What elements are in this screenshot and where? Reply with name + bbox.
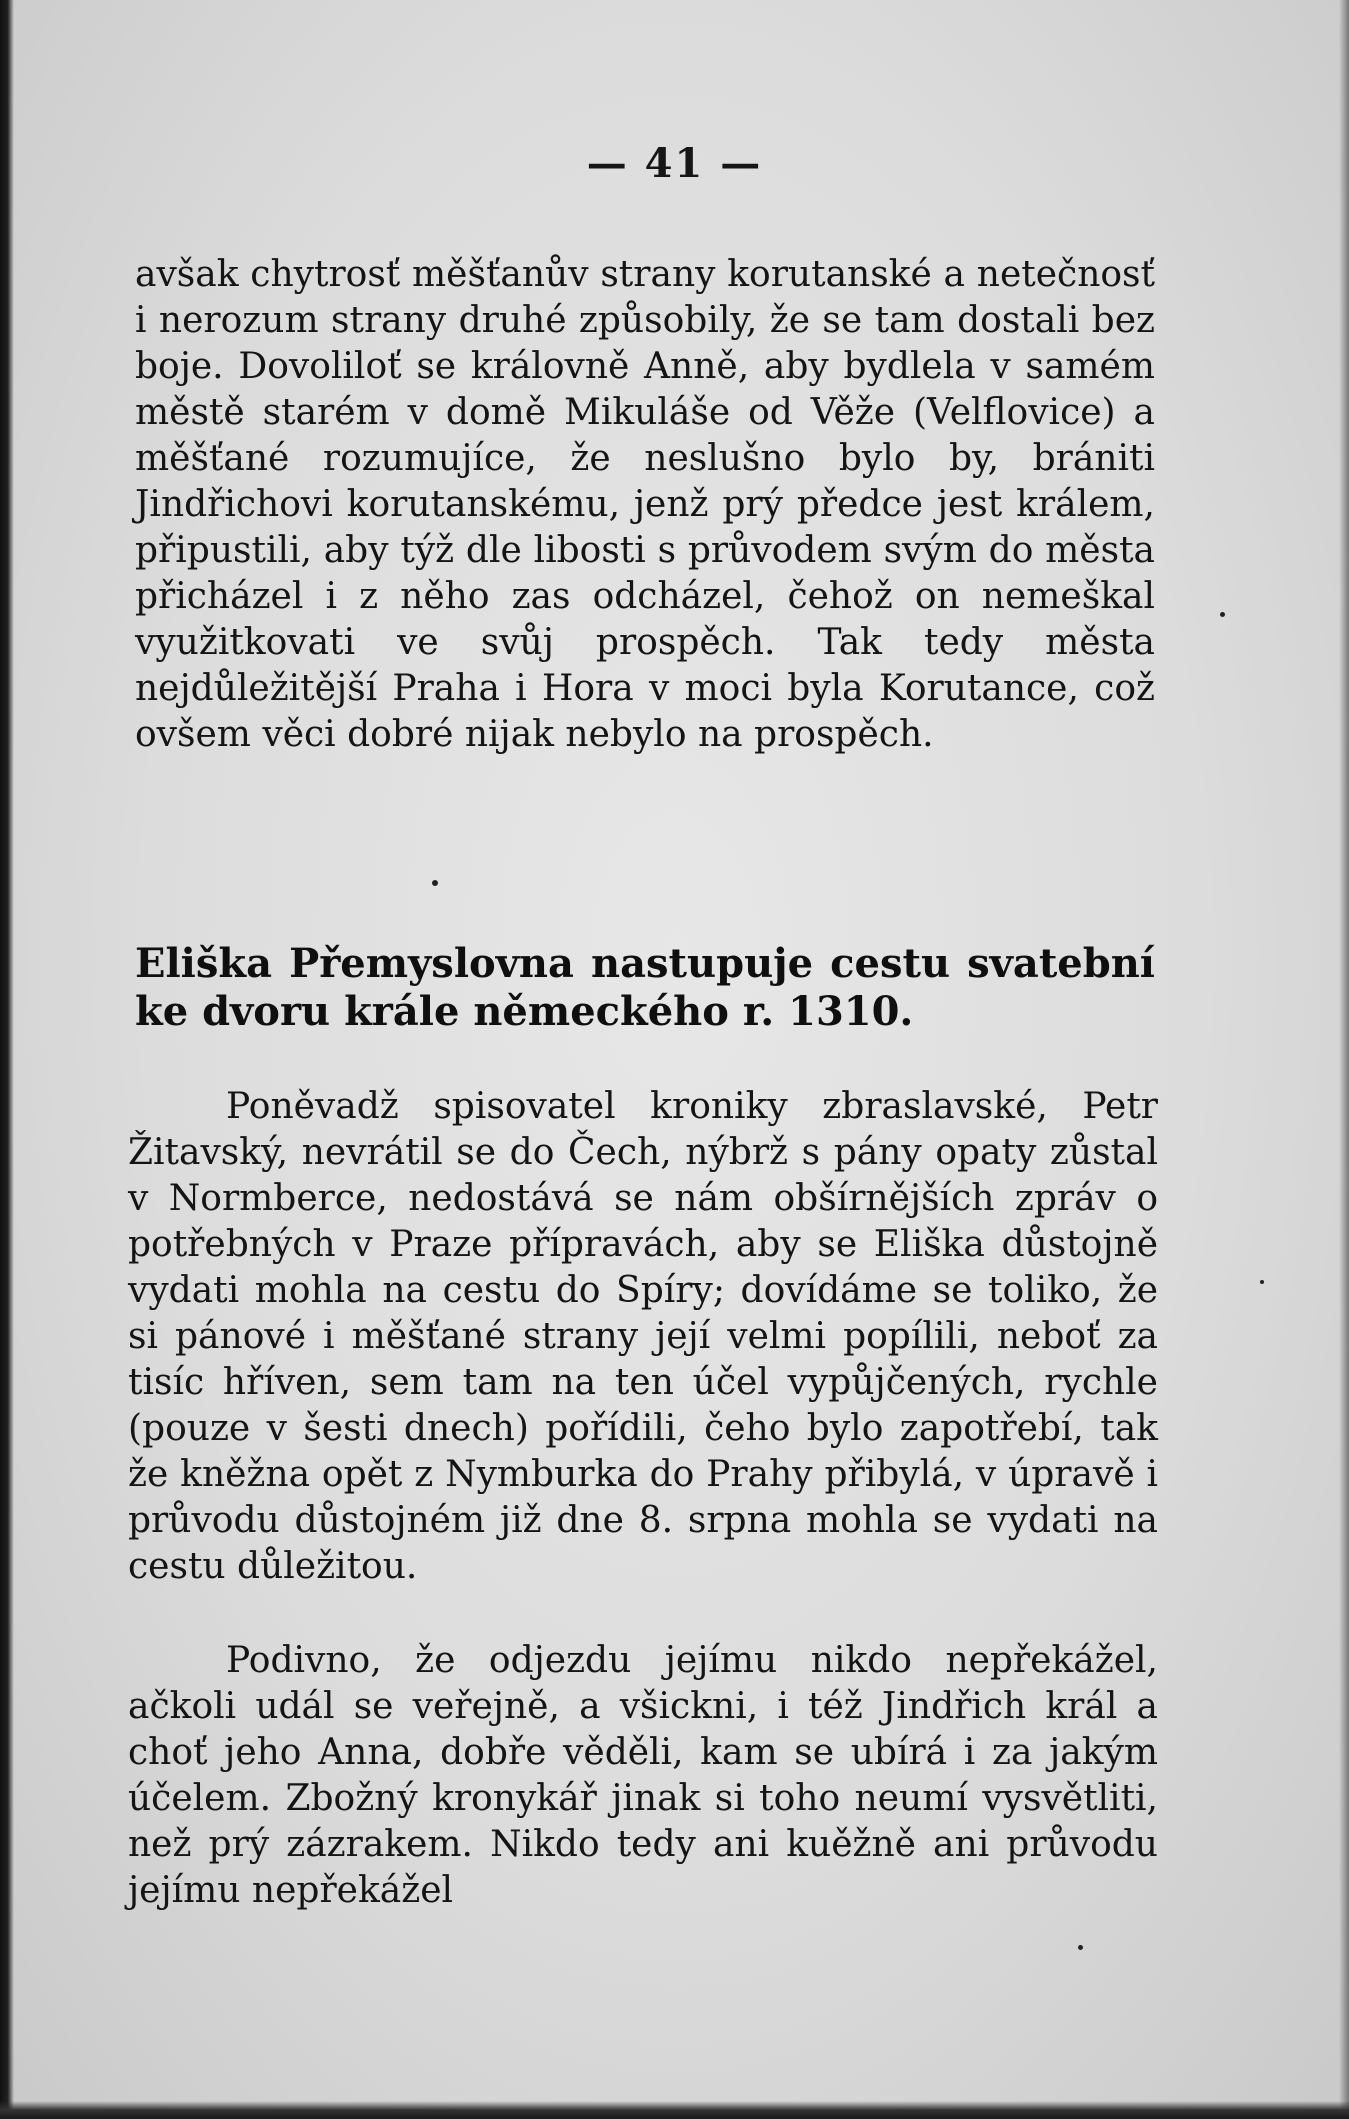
scan-speck [432, 880, 438, 886]
section-heading: Eliška Přemyslovna nastupuje cestu svatební ke dvoru krále německého r. 1310. [135, 940, 1155, 1035]
scan-edge-bottom [0, 2101, 1349, 2119]
paragraph-2: Poněvadž spisovatel kroniky zbraslavské, Petr Žitavský, nevrátil se do Čech, nýbrž s pány opaty zůstal v Normberce, nedostává se nám obšírnějších zpráv o potřebných v Praze přípravách, aby se Eliška důstojně vydati mohla na cestu do Spíry; dovídáme se toliko, že si pánové i měšťané strany její velmi popílili, neboť za tisíc hříven, sem tam na ten účel vypůjčených, rychle (pouze v šesti dnech) pořídili, čeho bylo zapotřebí, tak že kněžna opět z Nymburka do Prahy přibylá, v úpravě i průvodu důstojném již dne 8. srpna mohla se vydati na cestu důležitou. [128, 1086, 1158, 1587]
paragraph-1: avšak chytrosť měšťanův strany korutanské a netečnosť i nerozum strany druhé způsobily, že se tam dostali bez boje. Dovoliloť se královně Anně, aby bydlela v samém městě starém v domě Mikuláše od Věže (Velflovice) a měšťané rozumujíce, že neslušno bylo by, brániti Jindřichovi korutanskému, jenž prý předce jest králem, připustili, aby týž dle libosti s průvodem svým do města přicházel i z něho zas odcházel, čehož on nemeškal využitkovati ve svůj prospěch. Tak tedy města nejdůležitější Praha i Hora v moci byla Korutance, což ovšem věci dobré nijak nebylo na prospěch. [135, 254, 1155, 755]
scan-speck [1220, 612, 1225, 617]
scan-speck [1078, 1945, 1083, 1950]
page-number: — 41 — [586, 140, 763, 187]
scan-edge-left [0, 0, 14, 2119]
paragraph-3: Podivno, že odjezdu jejímu nikdo nepřekážel, ačkoli udál se veřejně, a všickni, i též Jindřich král a choť jeho Anna, dobře věděli, kam se ubírá i za jakým účelem. Zbožný kronykář jinak si toho neumí vysvětliti, než prý zázrakem. Nikdo tedy ani kuěžně ani průvodu jejímu nepřekážel [128, 1640, 1158, 1911]
scan-speck [1260, 1280, 1264, 1284]
scan-edge-right [1339, 0, 1349, 2119]
